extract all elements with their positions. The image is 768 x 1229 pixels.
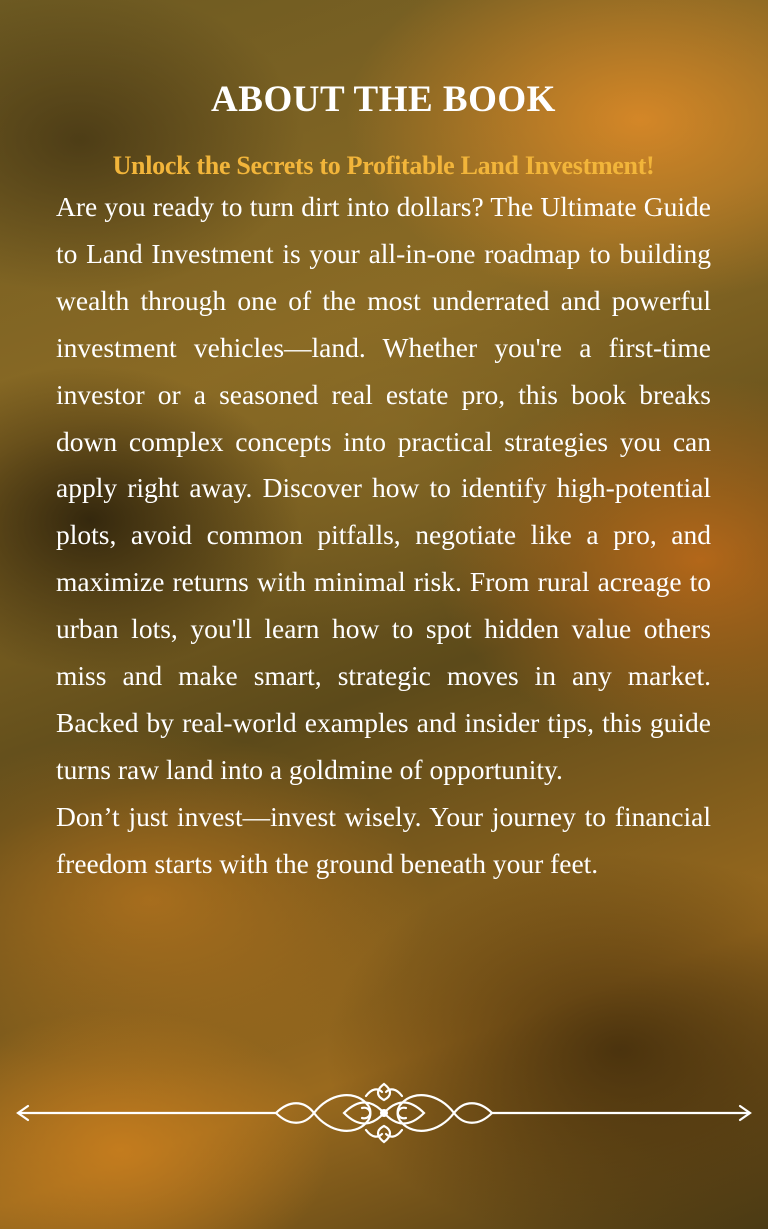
- section-heading: ABOUT THE BOOK: [211, 79, 556, 120]
- tagline: Unlock the Secrets to Profitable Land Investment!: [112, 151, 655, 180]
- description-paragraph: Are you ready to turn dirt into dollars? The Ultimate Guide to Land Investment is your all-in-one roadmap to building wealth through one of the most underrated and powerful investment vehicles—land. Whether you're a first-time investor or a seasoned real estate pro, this book breaks down complex concepts into practical strategies you can apply right away. Discover how to identify high-potential plots, avoid common pitfalls, negotiate like a pro, and maximize returns with minimal risk. From rural acreage to urban lots, you'll learn how to spot hidden value others miss and make smart, strategic moves in any market. Backed by real-world examples and insider tips, this guide turns raw land into a goldmine of opportunity.: [56, 191, 711, 785]
- about-section: [56, 70, 711, 888]
- closing-paragraph: Don’t just invest—invest wisely. Your journey to financial freedom starts with the ground beneath your feet.: [56, 800, 711, 879]
- decorative-scroll-divider-icon: [14, 1078, 754, 1148]
